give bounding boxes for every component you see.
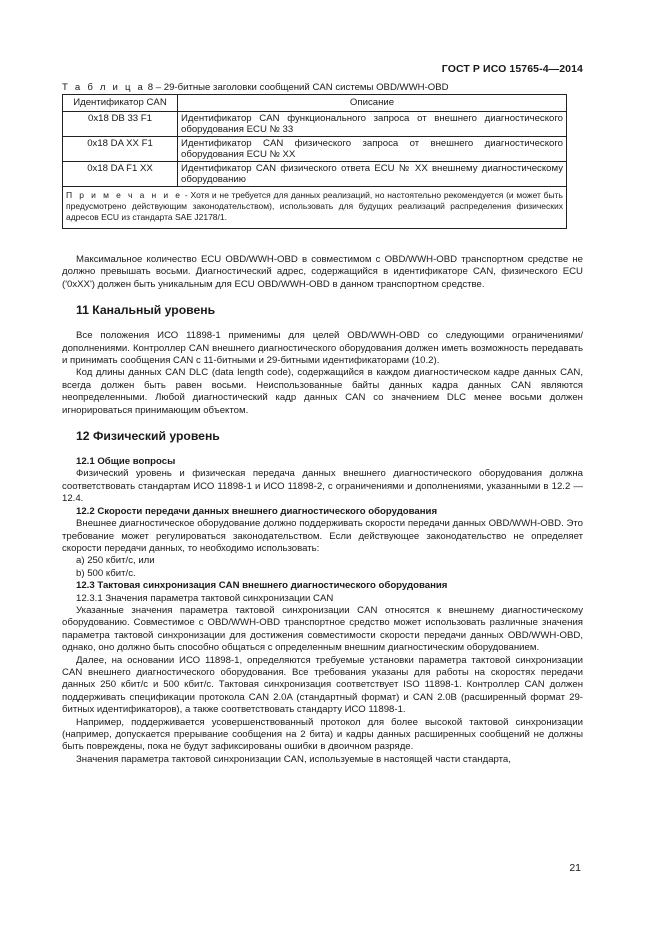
list-item: b) 500 кбит/с.	[76, 567, 136, 579]
table-note-row	[63, 186, 567, 229]
paragraph: Внешнее диагностическое оборудование должно поддерживать скорости передачи данных OBD/WWH-OBD. Это требование может регулироваться законодательством. Если действующее законодательство не определяет скорости передачи данных, то необходимо использовать:	[62, 518, 583, 554]
cell-can-id: 0x18 DA F1 XX	[63, 161, 178, 186]
table-row	[63, 136, 567, 161]
subsection-heading-12-1: 12.1 Общие вопросы	[76, 456, 176, 468]
subsection-heading-12-3: 12.3 Тактовая синхронизация CAN внешнего диагностического оборудования	[76, 580, 448, 592]
paragraph: Значения параметра тактовой синхронизации CAN, используемые в настоящей части стандарта,	[76, 753, 511, 765]
standard-header: ГОСТ Р ИСО 15765-4—2014	[441, 63, 583, 75]
table-caption-text: 8 – 29-битные заголовки сообщений CAN системы OBD/WWH-OBD	[147, 82, 449, 93]
section-heading-11: 11 Канальный уровень	[76, 303, 216, 318]
table-row	[63, 161, 567, 186]
cell-description: Идентификатор CAN физического запроса от внешнего диагностического оборудования ECU № XX	[178, 136, 567, 161]
section-heading-12: 12 Физический уровень	[76, 429, 220, 444]
subsection-heading-12-3-1: 12.3.1 Значения параметра тактовой синхронизации CAN	[76, 592, 334, 604]
paragraph: Все положения ИСО 11898-1 применимы для целей OBD/WWH-OBD со следующими ограничениями/дополнениями. Контроллер CAN внешнего диагностического оборудования должен иметь возможность передавать и принимать сообщения CAN с 11-битными и 29-битными идентификаторами (10.2).	[62, 330, 583, 367]
table-caption-prefix: Т а б л и ц а	[62, 82, 146, 93]
table-header-row	[63, 95, 567, 112]
main-text	[62, 254, 583, 766]
table-caption	[62, 82, 572, 94]
column-header-description: Описание	[178, 95, 567, 112]
paragraph: Физический уровень и физическая передача данных внешнего диагностического оборудования должна соответствовать стандартам ИСО 11898-1 и ИСО 11898-2, с ограничениями и дополнениями, указанными в 12.2 — 12.4.	[62, 468, 583, 505]
paragraph: Код длины данных CAN DLC (data length code), содержащийся в каждом диагностическом кадре данных CAN, всегда должен быть равен восьми. Неиспользованные байты данных кадра данных CAN являются неопределенными. Любой диагностический кадр данных CAN со значением DLC менее восьми должен игнорироваться принимающим объектом.	[62, 367, 583, 416]
page-number: 21	[569, 862, 581, 874]
cell-description: Идентификатор CAN физического ответа ECU № XX внешнему диагностическому оборудованию	[178, 161, 567, 186]
cell-description: Идентификатор CAN функционального запроса от внешнего диагностического оборудования ECU № 33	[178, 111, 567, 136]
note-label: П р и м е ч а н и е	[66, 189, 183, 200]
cell-can-id: 0x18 DA XX F1	[63, 136, 178, 161]
paragraph: Указанные значения параметра тактовой синхронизации CAN относятся к внешнему диагностическому оборудованию. Совместимое с OBD/WWH-OBD транспортное средство может использовать различные значения параметра тактовой синхронизации для достижения совместимости скорости передачи данных OBD/WWH-OBD, однако, оно должно быть способно общаться с определенным внешним диагностическим оборудованием.	[62, 604, 583, 654]
column-header-id: Идентификатор CAN	[63, 95, 178, 112]
paragraph: Например, поддерживается усовершенствованный протокол для более высокой тактовой синхронизации (например, допускается прерывание сообщения на 2 бита) и кадры данных расширенных сообщений не должны быть повреждены, пока не будут зафиксированы ошибки в двоичном разряде.	[62, 716, 583, 753]
list-item: a) 250 кбит/с, или	[76, 555, 155, 567]
subsection-heading-12-2: 12.2 Скорости передачи данных внешнего диагностического оборудования	[76, 505, 438, 517]
cell-can-id: 0x18 DB 33 F1	[63, 111, 178, 136]
paragraph: Максимальное количество ECU OBD/WWH-OBD в совместимом с OBD/WWH-OBD транспортном средстве не должно превышать восьми. Диагностический адрес, содержащийся в идентификаторе CAN, физического ECU ('0xXX') должен быть уникальным для ECU OBD/WWH-OBD в данном транспортном средстве.	[62, 254, 583, 290]
table-row	[63, 111, 567, 136]
paragraph: Далее, на основании ИСО 11898-1, определяются требуемые установки параметра тактовой синхронизации CAN внешнего диагностического оборудования. Все требования указаны для работы на скоростях передачи данных 250 кбит/с и 500 кбит/с. Тактовая синхронизация соответствует ISO 11898-1. Контроллер CAN должен поддерживать спецификации протокола CAN 2.0A (стандартный формат) и CAN 2.0B (расширенный формат 29-битных идентификаторов), а также соответствовать стандарту ИСО 11898-1.	[62, 654, 583, 716]
table-note	[63, 186, 567, 229]
note-text: - Хотя и не требуется для данных реализаций, но настоятельно рекомендуется (и может быть предусмотрено действующим законодательством), использовать для будущих реализаций распределения физических адресов ECU из стандарта SAE J2178/1.	[66, 189, 563, 222]
can-header-table	[62, 94, 567, 229]
